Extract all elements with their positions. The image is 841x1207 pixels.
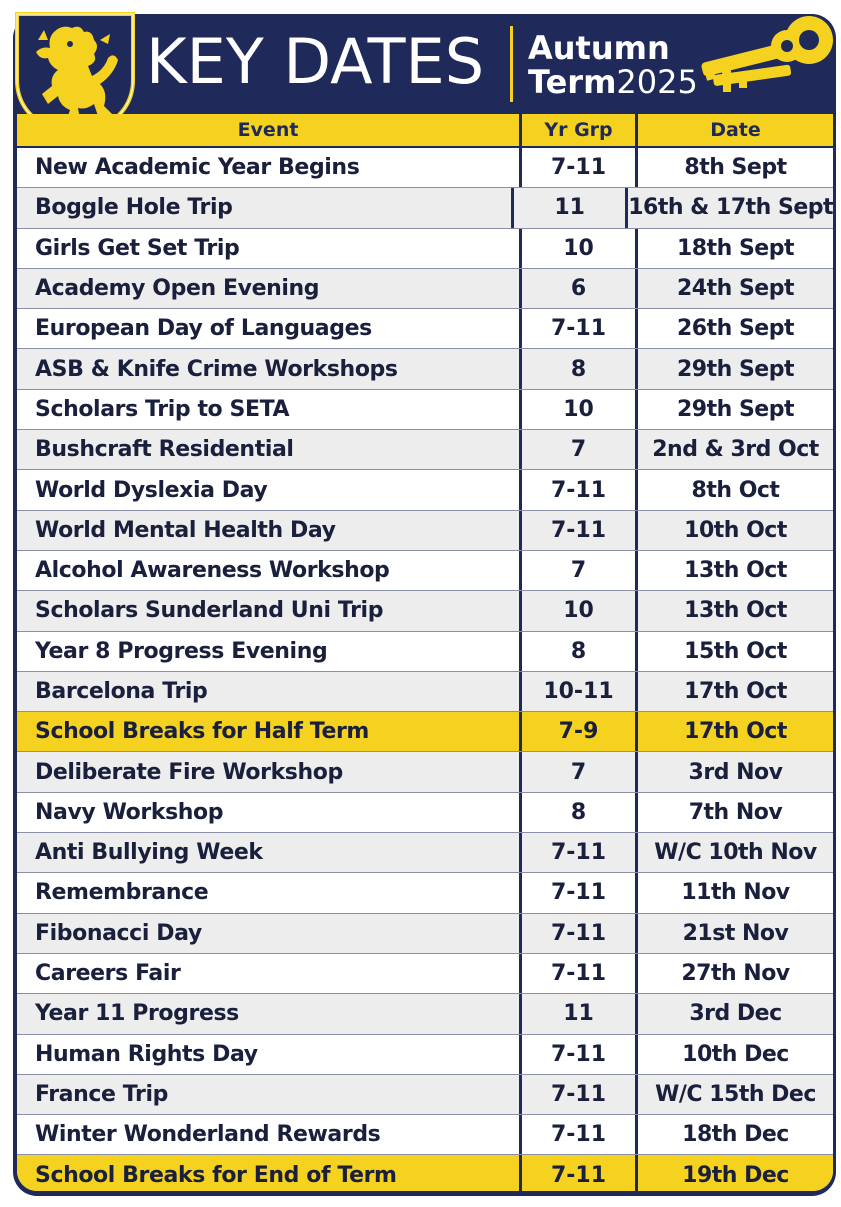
event-cell: Winter Wonderland Rewards bbox=[35, 1122, 381, 1148]
table-row bbox=[17, 188, 833, 228]
event-cell: European Day of Languages bbox=[35, 316, 372, 342]
term-year-line bbox=[528, 64, 698, 100]
table-row bbox=[17, 229, 833, 269]
year-group-cell: 7-11 bbox=[519, 914, 638, 953]
year-group-cell: 7-11 bbox=[519, 1115, 638, 1154]
date-cell: 21st Nov bbox=[682, 920, 789, 946]
year-group-cell: 7-11 bbox=[519, 833, 638, 872]
page-title: KEY DATES bbox=[146, 25, 485, 98]
header bbox=[13, 14, 836, 114]
date-cell: 29th Sept bbox=[677, 356, 794, 382]
date-cell: 11th Nov bbox=[681, 880, 790, 906]
event-cell: Human Rights Day bbox=[35, 1041, 258, 1067]
year-group-cell: 11 bbox=[511, 188, 628, 227]
date-cell: 8th Oct bbox=[691, 477, 780, 503]
year-group-cell: 8 bbox=[519, 349, 638, 388]
table-row bbox=[17, 430, 833, 470]
event-cell: Boggle Hole Trip bbox=[35, 195, 233, 221]
year-group-cell: 10-11 bbox=[519, 672, 638, 711]
event-cell: Scholars Trip to SETA bbox=[35, 396, 290, 422]
key-dates-table bbox=[17, 114, 833, 1191]
table-row bbox=[17, 1115, 833, 1155]
key-dates-card bbox=[13, 14, 836, 1196]
table-header bbox=[17, 114, 833, 148]
event-cell: World Dyslexia Day bbox=[35, 477, 268, 503]
table-row bbox=[17, 511, 833, 551]
date-cell: W/C 10th Nov bbox=[654, 840, 817, 866]
term-year: 2025 bbox=[616, 63, 698, 101]
date-cell: 24th Sept bbox=[677, 276, 794, 302]
year-group-cell: 7 bbox=[519, 752, 638, 791]
year-group-cell: 7-11 bbox=[519, 470, 638, 509]
year-group-cell: 7-11 bbox=[519, 511, 638, 550]
year-group-cell: 7-11 bbox=[519, 309, 638, 348]
date-cell: 13th Oct bbox=[684, 558, 787, 584]
date-cell: 19th Dec bbox=[682, 1162, 789, 1188]
year-group-cell: 6 bbox=[519, 269, 638, 308]
table-row bbox=[17, 833, 833, 873]
table-row bbox=[17, 1155, 833, 1191]
table-row bbox=[17, 954, 833, 994]
date-cell: 18th Sept bbox=[677, 235, 794, 261]
date-cell: 15th Oct bbox=[684, 638, 787, 664]
table-row bbox=[17, 712, 833, 752]
table-row bbox=[17, 551, 833, 591]
year-group-cell: 7 bbox=[519, 551, 638, 590]
date-cell: 13th Oct bbox=[684, 598, 787, 624]
table-row bbox=[17, 470, 833, 510]
year-group-cell: 8 bbox=[519, 632, 638, 671]
event-cell: Fibonacci Day bbox=[35, 920, 202, 946]
table-row bbox=[17, 752, 833, 792]
date-cell: 10th Dec bbox=[682, 1041, 789, 1067]
table-row bbox=[17, 1075, 833, 1115]
date-cell: 27th Nov bbox=[681, 961, 790, 987]
table-row bbox=[17, 269, 833, 309]
keys-icon bbox=[691, 8, 841, 108]
table-row bbox=[17, 390, 833, 430]
date-cell: 3rd Dec bbox=[689, 1001, 782, 1027]
date-cell: 16th & 17th Sept bbox=[628, 195, 833, 221]
date-cell: 17th Oct bbox=[684, 679, 787, 704]
table-row bbox=[17, 1035, 833, 1075]
table-row bbox=[17, 148, 833, 188]
year-group-cell: 7-11 bbox=[519, 873, 638, 912]
date-cell: 10th Oct bbox=[684, 517, 787, 543]
table-row bbox=[17, 914, 833, 954]
event-cell: Anti Bullying Week bbox=[35, 840, 263, 866]
table-row bbox=[17, 672, 833, 712]
year-group-cell: 7-9 bbox=[519, 712, 638, 751]
year-group-cell: 11 bbox=[519, 994, 638, 1033]
event-cell: Deliberate Fire Workshop bbox=[35, 759, 343, 785]
event-cell: ASB & Knife Crime Workshops bbox=[35, 356, 398, 382]
event-cell: Remembrance bbox=[35, 880, 209, 906]
event-cell: World Mental Health Day bbox=[35, 517, 336, 543]
event-cell: School Breaks for End of Term bbox=[35, 1162, 397, 1188]
event-cell: Alcohol Awareness Workshop bbox=[35, 558, 390, 584]
date-column-header: Date bbox=[710, 119, 761, 141]
event-cell: Careers Fair bbox=[35, 961, 181, 987]
term-word: Term bbox=[528, 63, 617, 101]
event-cell: Year 11 Progress bbox=[35, 1001, 239, 1027]
date-cell: 26th Sept bbox=[677, 316, 794, 342]
table-row bbox=[17, 591, 833, 631]
event-cell: Girls Get Set Trip bbox=[35, 235, 240, 261]
table-row bbox=[17, 793, 833, 833]
table-row bbox=[17, 632, 833, 672]
event-cell: Bushcraft Residential bbox=[35, 437, 294, 463]
date-cell: 7th Nov bbox=[688, 799, 783, 825]
event-cell: New Academic Year Begins bbox=[35, 155, 360, 181]
date-cell: 8th Sept bbox=[684, 155, 787, 181]
date-cell: 29th Sept bbox=[677, 396, 794, 422]
date-cell: 3rd Nov bbox=[688, 759, 783, 785]
date-cell: 18th Dec bbox=[682, 1122, 789, 1148]
year-group-cell: 10 bbox=[519, 390, 638, 429]
year-group-cell: 10 bbox=[519, 229, 638, 268]
event-cell: Academy Open Evening bbox=[35, 276, 320, 302]
term-label: Autumn bbox=[528, 29, 670, 67]
year-group-cell: 7-11 bbox=[519, 954, 638, 993]
table-row bbox=[17, 309, 833, 349]
year-group-cell: 7-11 bbox=[519, 148, 638, 187]
table-row bbox=[17, 349, 833, 389]
year-group-cell: 7-11 bbox=[519, 1155, 638, 1191]
event-column-header: Event bbox=[237, 119, 299, 141]
event-cell: School Breaks for Half Term bbox=[35, 719, 369, 745]
year-column-header: Yr Grp bbox=[519, 114, 638, 146]
year-group-cell: 8 bbox=[519, 793, 638, 832]
event-cell: Barcelona Trip bbox=[35, 679, 208, 704]
year-group-cell: 10 bbox=[519, 591, 638, 630]
table-row bbox=[17, 994, 833, 1034]
date-cell: 17th Oct bbox=[684, 719, 787, 745]
event-cell: France Trip bbox=[35, 1081, 168, 1107]
year-group-cell: 7-11 bbox=[519, 1075, 638, 1114]
table-body bbox=[17, 148, 833, 1191]
title-divider bbox=[510, 26, 513, 102]
event-cell: Navy Workshop bbox=[35, 799, 224, 825]
table-row bbox=[17, 873, 833, 913]
event-cell: Scholars Sunderland Uni Trip bbox=[35, 598, 384, 624]
event-cell: Year 8 Progress Evening bbox=[35, 638, 328, 664]
year-group-cell: 7 bbox=[519, 430, 638, 469]
date-cell: 2nd & 3rd Oct bbox=[652, 437, 819, 463]
year-group-cell: 7-11 bbox=[519, 1035, 638, 1074]
date-cell: W/C 15th Dec bbox=[655, 1081, 816, 1107]
